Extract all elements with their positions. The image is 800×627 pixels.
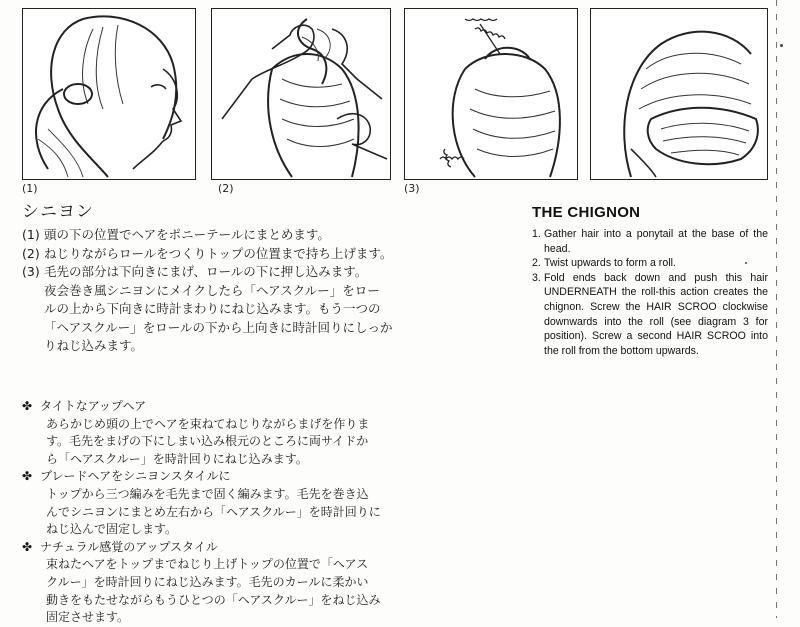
en-step-number: 1. xyxy=(532,228,541,240)
tip-title: ナチュラル感覚のアップスタイル xyxy=(40,539,218,554)
en-step-text: Twist upwards to form a roll. xyxy=(544,257,676,270)
illustration-panel-3 xyxy=(404,8,578,180)
jp-step-3 xyxy=(22,263,512,282)
illustration-panel-2 xyxy=(211,8,391,180)
en-step-number: 2. xyxy=(532,257,541,270)
panel-label-1: (1) xyxy=(22,182,38,195)
en-step-text: Gather hair into a ponytail at the base of the head. xyxy=(544,228,768,255)
tip-line: クルー」を時計回りにねじ込みます。毛先のカールに柔かい xyxy=(46,574,369,589)
jp-step-2 xyxy=(22,245,512,264)
flower-bullet-icon: ✤ xyxy=(22,469,33,484)
jp-step-number: (2) xyxy=(22,245,40,261)
en-step-1 xyxy=(532,227,768,256)
scan-speck xyxy=(780,44,783,47)
tip-line: あらかじめ頭の上でヘアを束ねてねじりながらまげを作りま xyxy=(46,416,370,431)
tip-heading xyxy=(22,398,492,416)
jp-step-text: ルの上から下向きに時計まわりにねじ込みます。もう一つの xyxy=(44,301,381,316)
flower-bullet-icon: ✤ xyxy=(22,399,33,413)
flower-bullet-icon: ✤ xyxy=(22,539,33,554)
tip-title: タイトなアップヘア xyxy=(40,399,147,413)
tip-heading xyxy=(22,539,492,557)
jp-step-number: (3) xyxy=(22,264,40,279)
jp-tips xyxy=(22,398,492,627)
jp-step-text: 毛先の部分は下向きにまげ、ロールの下に押し込みます。 xyxy=(44,264,368,279)
tip-line: ら「ヘアスクルー」を時計回りにねじ込みます。 xyxy=(46,451,308,466)
hair-scroo-in-roll-illustration xyxy=(405,9,577,179)
jp-step-text: 夜会巻き風シニヨンにメイクしたら「ヘアスクルー」をロー xyxy=(44,282,380,298)
woman-ponytail-illustration xyxy=(23,9,195,179)
jp-step-text: 頭の下の位置でヘアをポニーテールにまとめます。 xyxy=(44,227,330,242)
hands-twisting-hair-illustration xyxy=(212,9,390,179)
jp-steps xyxy=(22,226,512,356)
en-steps xyxy=(532,227,768,358)
panel-label-2: (2) xyxy=(218,182,234,195)
tip-heading xyxy=(22,468,492,486)
en-step-2 xyxy=(532,256,768,271)
tip-line: 固定させます。 xyxy=(46,610,130,625)
illustration-panel-1 xyxy=(22,8,196,180)
jp-step-1 xyxy=(22,226,512,245)
tip-line: ねじ込んで固定します。 xyxy=(46,522,178,537)
tip-line: 束ねたヘアをトップまでねじり上げトップの位置で「ヘアス xyxy=(46,557,369,572)
tip-line: んでシニヨンにまとめ左右から「ヘアスクルー」を時計回りに xyxy=(46,504,381,519)
tip-line: トップから三つ編みを毛先まで固く編みます。毛先を巻き込 xyxy=(46,486,369,501)
tip-line: 動きをもたせながらもうひとつの「ヘアスクルー」をねじ込み xyxy=(46,592,381,607)
illustration-panel-4 xyxy=(590,8,768,180)
tip-title: ブレードヘアをシニヨンスタイルに xyxy=(40,469,231,484)
finished-chignon-illustration xyxy=(591,9,767,179)
jp-title: シニヨン xyxy=(22,202,94,222)
jp-step-text: 「ヘアスクルー」をロールの下から上向きに時計回りにしっか xyxy=(44,319,393,335)
en-step-text: Fold ends back down and push this hair UNDERNEATH the roll-this action creates the chignon. Screw the HAIR SCROO clockwise downwards into the roll (see diagram 3 for position). Screw a second HAIR SCROO into the roll from the bottom upwards. xyxy=(544,271,768,357)
tip-line: す。毛先をまげの下にしまい込み根元のところに両サイドか xyxy=(46,434,369,449)
en-step-3 xyxy=(532,271,768,359)
scan-speck xyxy=(745,262,747,264)
dashed-margin-rule xyxy=(776,0,777,618)
panel-label-3: (3) xyxy=(404,182,420,195)
jp-step-text: りねじ込みます。 xyxy=(44,338,144,353)
en-title: THE CHIGNON xyxy=(532,204,641,221)
jp-step-number: (1) xyxy=(22,227,40,242)
jp-step-text: ねじりながらロールをつくりトップの位置まで持ち上げます。 xyxy=(44,245,393,261)
en-instructions xyxy=(532,204,768,358)
en-step-number: 3. xyxy=(532,271,541,284)
